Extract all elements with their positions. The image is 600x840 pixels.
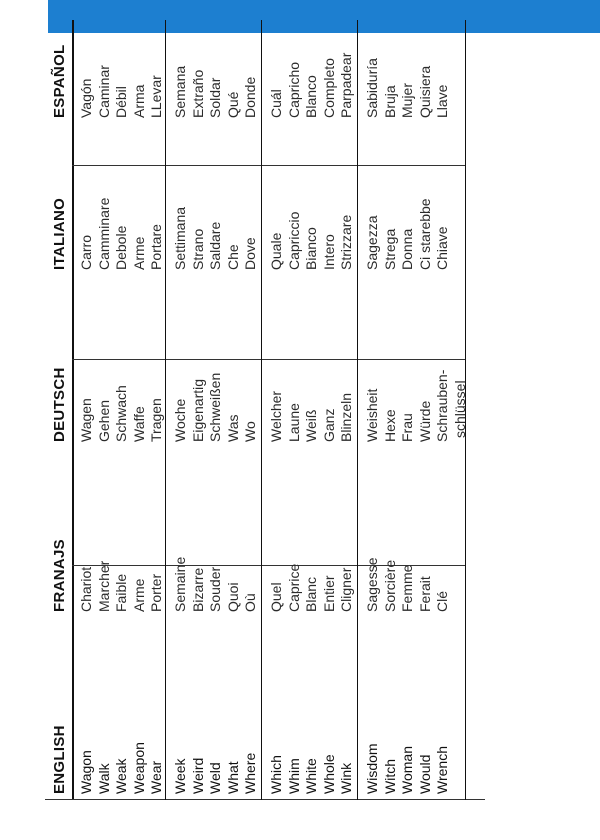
cell-english: Wear (148, 760, 164, 794)
cell-espanol: Quisiera (416, 65, 433, 118)
cell-espanol: Qué (224, 91, 241, 118)
cell-italiano: Portare (148, 224, 164, 270)
table-row (207, 20, 224, 800)
cell-english: Weld (207, 762, 223, 794)
cell-deutsch: Schwach (113, 385, 129, 442)
cell-francais: Femme (399, 564, 415, 612)
cell-francais: Porter (148, 573, 164, 612)
cell-francais: Ferait (416, 576, 433, 612)
cell-deutsch: Gehen (95, 399, 112, 442)
cell-english: White (303, 758, 319, 794)
cell-english: Week (172, 758, 188, 794)
table-row (225, 20, 242, 800)
cell-english: Which (268, 755, 284, 794)
cell-francais: Bizarre (189, 567, 206, 612)
cell-espanol: Caminar (95, 65, 112, 118)
cell-francais: Quoi (224, 582, 241, 612)
cell-italiano: Carro (78, 234, 94, 270)
header-english: ENGLISH (51, 725, 68, 794)
cell-espanol: Capricho (285, 61, 302, 118)
cell-english: Woman (399, 746, 415, 794)
table-row (148, 20, 165, 800)
table-row (131, 20, 148, 800)
table-row (286, 20, 303, 800)
cell-deutsch: Waffe (130, 406, 147, 442)
cell-italiano: Camminare (95, 197, 112, 270)
cell-english: What (224, 761, 241, 794)
cell-italiano: Strano (189, 228, 206, 270)
cell-english: Weak (113, 758, 129, 794)
cell-francais: Sorcière (381, 559, 398, 612)
cell-english: Whim (285, 758, 302, 794)
table-row (303, 20, 320, 800)
cell-deutsch: Würde (416, 400, 433, 442)
cell-deutsch: Eigenartig (189, 378, 206, 442)
table-row (172, 20, 189, 800)
cell-deutsch: Tragen (148, 398, 164, 442)
cell-espanol: Semana (172, 65, 188, 118)
header-francais: FRANAJS (51, 539, 68, 612)
cell-deutsch: Frau (399, 413, 415, 442)
cell-italiano: Donna (399, 228, 415, 270)
header-italiano: ITALIANO (51, 197, 68, 270)
group-divider (165, 20, 166, 800)
cell-deutsch: Laune (285, 403, 302, 442)
cell-italiano: Dove (242, 237, 258, 270)
table-row (78, 20, 95, 800)
table-row (364, 20, 381, 800)
cell-espanol: Vagón (78, 78, 94, 118)
cell-deutsch: Blinzeln (338, 392, 354, 442)
cell-italiano: Bianco (303, 227, 319, 270)
header-deutsch: DEUTSCH (51, 367, 68, 442)
dictionary-table (45, 20, 485, 800)
header-espanol: ESPAÑOL (51, 44, 68, 118)
cell-italiano: Strega (381, 228, 398, 270)
cell-espanol: LLevar (148, 75, 164, 118)
cell-espanol: Débil (113, 86, 129, 118)
cell-italiano: Intero (320, 234, 337, 270)
cell-francais: Entier (320, 575, 337, 612)
cell-italiano: Strizzare (338, 214, 354, 270)
cell-deutsch: Wagen (78, 398, 94, 442)
cell-deutsch: Schrauben- (434, 369, 450, 442)
cell-italiano: Debole (113, 225, 129, 270)
cell-francais: Marcher (95, 560, 112, 612)
cell-espanol: Arma (130, 84, 147, 118)
table-row (382, 20, 399, 800)
cell-english: Weapon (130, 742, 147, 794)
cell-espanol: Mujer (399, 82, 415, 118)
table-row (190, 20, 207, 800)
cell-deutsch: Welcher (268, 390, 284, 442)
cell-espanol: Donde (242, 76, 258, 118)
cell-italiano: Capriccio (285, 211, 302, 270)
cell-espanol: Soldar (207, 77, 223, 118)
cell-francais: Arme (130, 578, 147, 612)
cell-espanol: Llave (434, 84, 450, 118)
cell-english: Walk (95, 763, 112, 794)
table-row (113, 20, 130, 800)
cell-deutsch: Woche (172, 398, 188, 442)
cell-francais: Blanc (303, 576, 319, 612)
table-row (321, 20, 338, 800)
table-row (338, 20, 355, 800)
cell-english: Wisdom (364, 743, 380, 794)
group-divider (261, 20, 262, 800)
cell-espanol: Cuál (268, 89, 284, 118)
table-row (242, 20, 259, 800)
cell-english: Whole (320, 754, 337, 794)
cell-italiano: Quale (268, 232, 284, 270)
cell-francais: Semaine (172, 556, 188, 612)
cell-italiano: Arme (130, 236, 147, 270)
cell-english: Would (416, 754, 433, 794)
cell-english: Where (242, 752, 258, 794)
cell-francais: Souder (207, 566, 223, 612)
cell-english: Weird (189, 757, 206, 794)
cell-deutsch: Wo (242, 421, 258, 442)
cell-francais: Faible (113, 573, 129, 612)
cell-espanol: Completo (320, 58, 337, 118)
cell-espanol: Extraño (189, 69, 206, 118)
cell-deutsch: Weisheit (364, 388, 380, 442)
cell-italiano: Sagezza (364, 215, 380, 270)
cell-francais: Où (242, 593, 258, 612)
table-row (268, 20, 285, 800)
table-row (434, 20, 451, 800)
cell-deutsch: Hexe (381, 409, 398, 442)
cell-francais: Chariot (78, 566, 94, 612)
cell-deutsch: Weiß (303, 409, 319, 442)
table-row (96, 20, 113, 800)
cell-francais: Cligner (338, 567, 354, 612)
cell-deutsch: Ganz (320, 408, 337, 442)
cell-francais: Clé (434, 590, 450, 612)
cell-italiano: Chiave (434, 226, 450, 270)
cell-francais: Quel (268, 582, 284, 612)
cell-deutsch: Schweißen (207, 372, 223, 442)
table-row (417, 20, 434, 800)
cell-english: Wrench (434, 746, 450, 794)
cell-francais: Caprice (285, 563, 302, 612)
cell-deutsch: Was (224, 414, 241, 442)
table-row (399, 20, 416, 800)
cell-espanol: Blanco (303, 75, 319, 118)
cell-francais: Sagesse (364, 557, 380, 612)
cell-italiano: Settimana (172, 206, 188, 270)
header-rule (72, 20, 74, 800)
cell-italiano: Che (224, 244, 241, 270)
continuation-text: schlüssel (451, 380, 468, 438)
cell-english: Wagon (78, 750, 94, 794)
cell-english: Witch (381, 759, 398, 794)
cell-espanol: Bruja (381, 85, 398, 118)
cell-italiano: Ci starebbe (416, 198, 433, 270)
cell-italiano: Saldare (207, 221, 223, 270)
cell-english: Wink (338, 762, 354, 794)
cell-espanol: Sabiduría (364, 58, 380, 118)
group-divider (357, 20, 358, 800)
cell-espanol: Parpadear (338, 52, 354, 118)
